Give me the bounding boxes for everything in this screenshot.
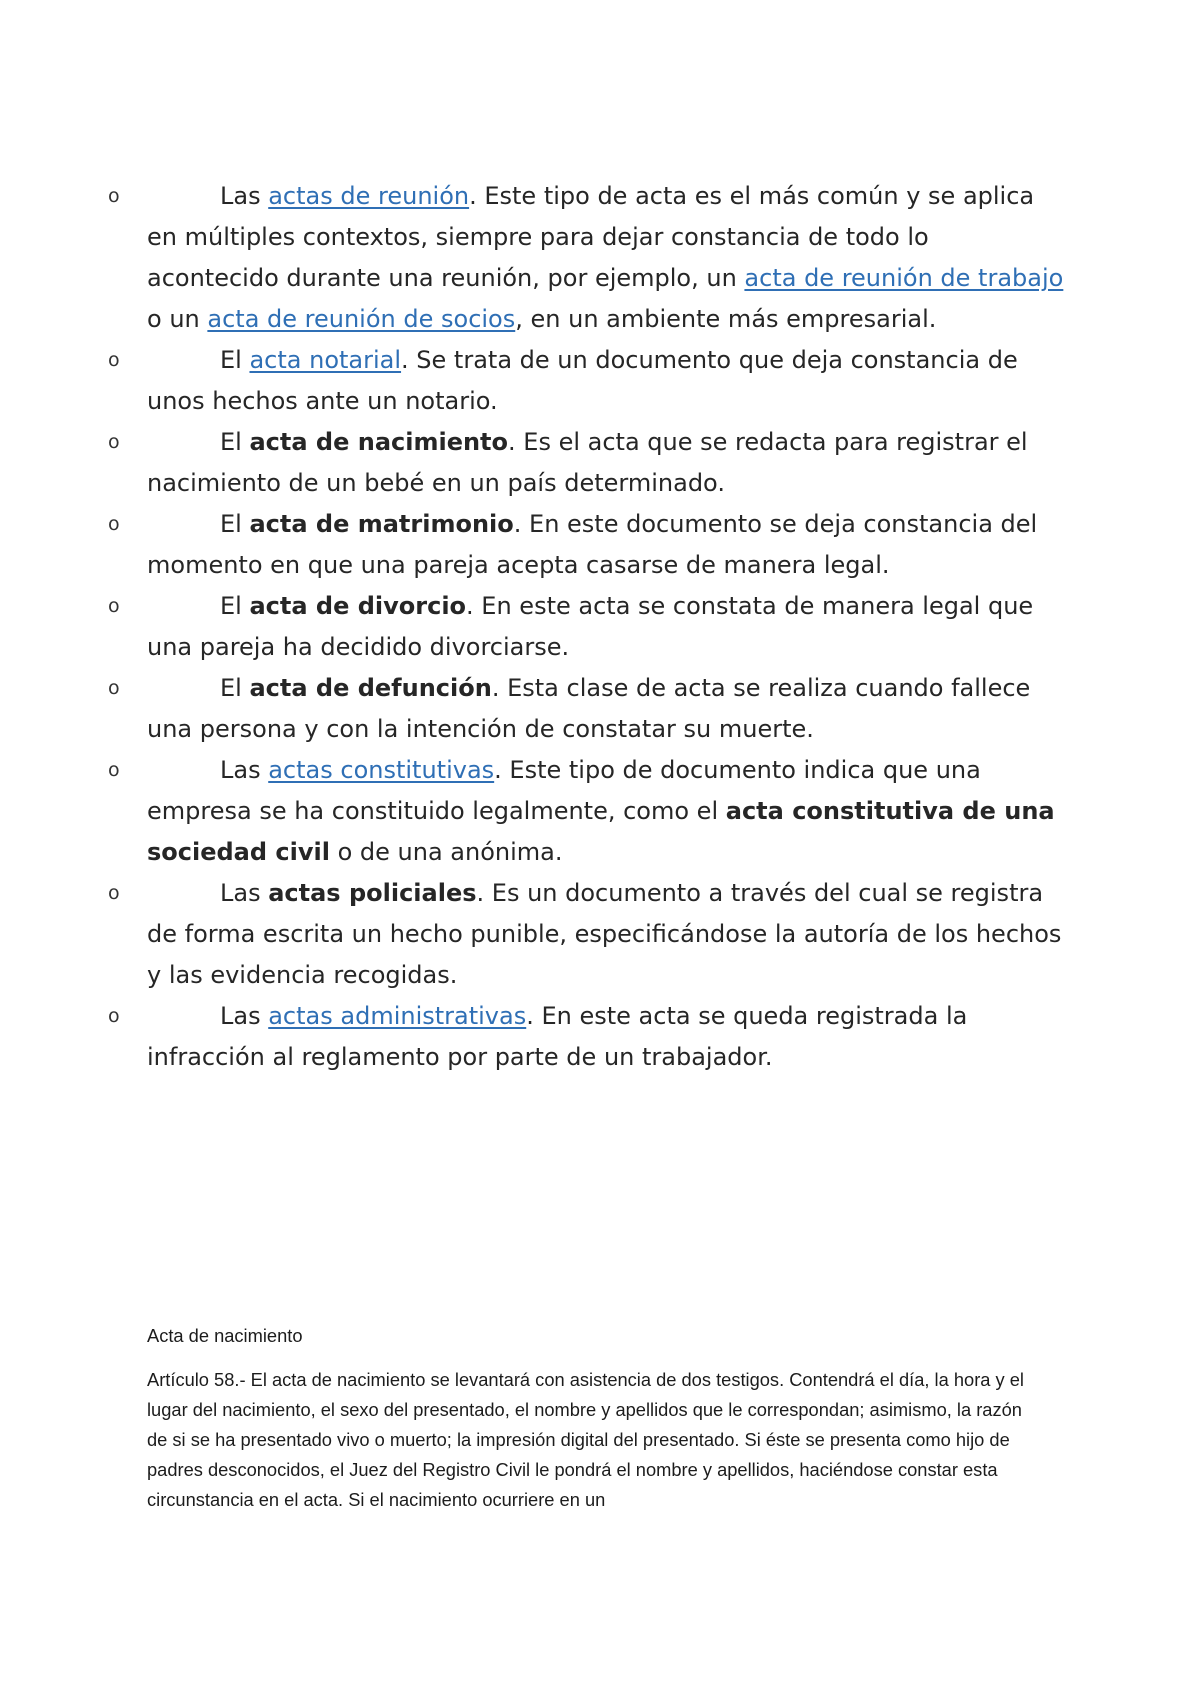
- item-text: . Se trata de un documento que deja constancia de unos hechos ante un notario.: [147, 346, 1018, 415]
- list-item: [108, 586, 1068, 668]
- item-intro: Las: [220, 879, 269, 907]
- bullet-marker: o: [108, 882, 120, 904]
- bullet-marker: o: [108, 185, 120, 207]
- item-intro: El: [220, 592, 250, 620]
- list-item: [108, 668, 1068, 750]
- link-acta-notarial[interactable]: acta notarial: [249, 346, 402, 374]
- section-body: Artículo 58.- El acta de nacimiento se levantará con asistencia de dos testigos. Contendrá el día, la hora y el lugar del nacimiento, el sexo del presentado, el nombre y apellidos que le correspondan; asimismo, la razón de si se ha presentado vivo o muerto; la impresión digital del presentado. Si éste se presenta como hijo de padres desconocidos, el Juez del Registro Civil le pondrá el nombre y apellidos, haciéndose constar esta circunstancia en el acta. Si el nacimiento ocurriere en un: [147, 1369, 1024, 1510]
- list-item: [108, 340, 1068, 422]
- link-acta-de-reunion-de-socios[interactable]: acta de reunión de socios: [207, 305, 516, 333]
- item-term: acta constitutiva de una sociedad civil: [147, 797, 1055, 866]
- item-text: . En este acta se constata de manera legal que una pareja ha decidido divorciarse.: [147, 592, 1034, 661]
- item-intro: Las: [220, 182, 269, 210]
- bullet-marker: o: [108, 513, 120, 535]
- item-text: . Esta clase de acta se realiza cuando fallece una persona y con la intención de constatar su muerte.: [147, 674, 1031, 743]
- item-text: . Es un documento a través del cual se registra de forma escrita un hecho punible, especificándose la autoría de los hechos y las evidencia recogidas.: [147, 879, 1062, 989]
- item-text: . Es el acta que se redacta para registrar el nacimiento de un bebé en un país determinado.: [147, 428, 1028, 497]
- bullet-marker: o: [108, 349, 120, 371]
- item-intro: Las: [220, 756, 269, 784]
- link-actas-constitutivas[interactable]: actas constitutivas: [268, 756, 495, 784]
- item-term: acta de divorcio: [249, 592, 467, 620]
- list-item: [108, 504, 1068, 586]
- item-text: . En este documento se deja constancia del momento en que una pareja acepta casarse de manera legal.: [147, 510, 1038, 579]
- item-intro: Las: [220, 1002, 269, 1030]
- item-text: o de una anónima.: [329, 838, 563, 866]
- section-title: Acta de nacimiento: [147, 1325, 303, 1346]
- bullet-marker: o: [108, 595, 120, 617]
- list-item: [108, 176, 1068, 340]
- item-intro: El: [220, 428, 250, 456]
- link-actas-de-reunion[interactable]: actas de reunión: [268, 182, 470, 210]
- bullet-marker: o: [108, 431, 120, 453]
- item-intro: El: [220, 674, 250, 702]
- item-intro: El: [220, 510, 250, 538]
- item-term: acta de matrimonio: [249, 510, 514, 538]
- item-text: , en un ambiente más empresarial.: [515, 305, 937, 333]
- item-term: actas policiales: [268, 879, 477, 907]
- bullet-marker: o: [108, 677, 120, 699]
- acta-de-nacimiento-section: [147, 1321, 1047, 1515]
- bullet-marker: o: [108, 759, 120, 781]
- item-term: acta de nacimiento: [249, 428, 509, 456]
- item-term: acta de defunción: [249, 674, 492, 702]
- link-acta-de-reunion-de-trabajo[interactable]: acta de reunión de trabajo: [744, 264, 1064, 292]
- item-text: . Este tipo de documento indica que una empresa se ha constituido legalmente, como el: [147, 756, 981, 825]
- list-item: [108, 422, 1068, 504]
- link-actas-administrativas[interactable]: actas administrativas: [268, 1002, 527, 1030]
- item-intro: El: [220, 346, 250, 374]
- item-text: . En este acta se queda registrada la infracción al reglamento por parte de un trabajador.: [147, 1002, 968, 1071]
- bullet-marker: o: [108, 1005, 120, 1027]
- list-item: [108, 873, 1068, 996]
- list-item: [108, 750, 1068, 873]
- list-item: [108, 996, 1068, 1078]
- acta-types-list: [108, 176, 1068, 1078]
- item-text: . Este tipo de acta es el más común y se aplica en múltiples contextos, siempre para dejar constancia de todo lo acontecido durante una reunión, por ejemplo, un: [147, 182, 1035, 292]
- item-text: o un: [147, 305, 208, 333]
